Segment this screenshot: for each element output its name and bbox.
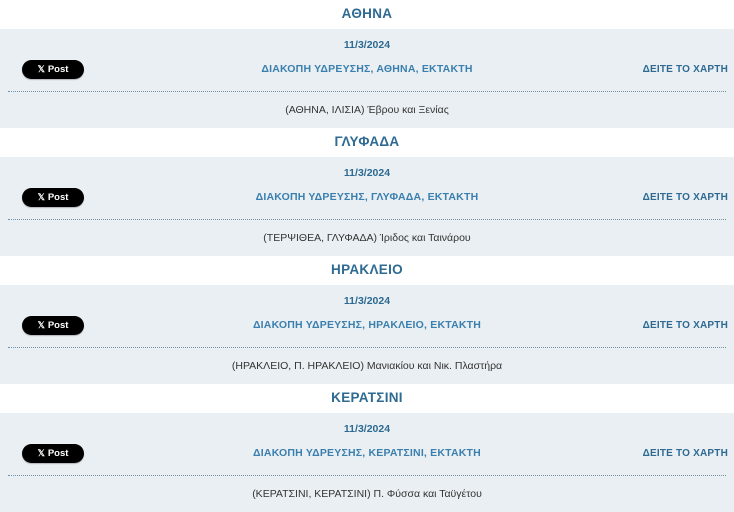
city-heading-row [0, 128, 734, 157]
view-map-link[interactable]: ΔΕΙΤΕ ΤΟ ΧΑΡΤΗ [642, 64, 728, 75]
outage-title-link[interactable]: ΔΙΑΚΟΠΗ ΥΔΡΕΥΣΗΣ, ΑΘΗΝΑ, ΕΚΤΑΚΤΗ [261, 63, 473, 75]
x-post-label: Post [47, 64, 69, 75]
outage-card [0, 29, 734, 128]
outage-main-row [0, 441, 734, 475]
outage-main-row [0, 313, 734, 347]
view-map-link[interactable]: ΔΕΙΤΕ ΤΟ ΧΑΡΤΗ [642, 320, 728, 331]
outage-address: (ΑΘΗΝΑ, ΙΛΙΣΙΑ) Έβρου και Ξενίας [285, 104, 449, 116]
date-row [0, 157, 734, 185]
date-row [0, 285, 734, 313]
outage-section [0, 256, 734, 384]
x-logo-icon: 𝕏 [37, 320, 45, 330]
city-heading-row [0, 256, 734, 285]
outage-date: 11/3/2024 [343, 295, 391, 307]
x-logo-icon: 𝕏 [37, 192, 45, 202]
view-map-link[interactable]: ΔΕΙΤΕ ΤΟ ΧΑΡΤΗ [642, 448, 728, 459]
x-logo-icon: 𝕏 [37, 448, 45, 458]
outage-section [0, 384, 734, 512]
outage-date: 11/3/2024 [343, 39, 391, 51]
outage-card [0, 285, 734, 384]
outage-card [0, 157, 734, 256]
x-post-label: Post [47, 448, 69, 459]
outage-main-row [0, 185, 734, 219]
outage-date: 11/3/2024 [343, 167, 391, 179]
city-title: ΗΡΑΚΛΕΙΟ [331, 262, 403, 277]
outage-title-link[interactable]: ΔΙΑΚΟΠΗ ΥΔΡΕΥΣΗΣ, ΚΕΡΑΤΣΙΝΙ, ΕΚΤΑΚΤΗ [253, 447, 481, 459]
outage-card [0, 413, 734, 512]
address-row [0, 476, 734, 512]
city-title: ΓΛΥΦΑΔΑ [334, 134, 400, 149]
city-heading-row [0, 384, 734, 413]
outage-date: 11/3/2024 [343, 423, 391, 435]
city-title: ΑΘΗΝΑ [341, 6, 393, 21]
outage-title-link[interactable]: ΔΙΑΚΟΠΗ ΥΔΡΕΥΣΗΣ, ΗΡΑΚΛΕΙΟ, ΕΚΤΑΚΤΗ [252, 319, 482, 331]
outage-main-row [0, 57, 734, 91]
address-row [0, 92, 734, 128]
x-logo-icon: 𝕏 [37, 64, 45, 74]
outage-section [0, 0, 734, 128]
outage-address: (ΤΕΡΨΙΘΕΑ, ΓΛΥΦΑΔΑ) Ίριδος και Ταινάρου [263, 232, 471, 244]
city-title: ΚΕΡΑΤΣΙΝΙ [331, 390, 403, 405]
x-post-label: Post [47, 192, 69, 203]
outage-address: (ΗΡΑΚΛΕΙΟ, Π. ΗΡΑΚΛΕΙΟ) Μανιακίου και Νικ. Πλαστήρα [231, 360, 503, 372]
city-heading-row [0, 0, 734, 29]
outage-section [0, 128, 734, 256]
date-row [0, 413, 734, 441]
outage-address: (ΚΕΡΑΤΣΙΝΙ, ΚΕΡΑΤΣΙΝΙ) Π. Φύσσα και Ταϋγέτου [252, 488, 482, 500]
outage-title-link[interactable]: ΔΙΑΚΟΠΗ ΥΔΡΕΥΣΗΣ, ΓΛΥΦΑΔΑ, ΕΚΤΑΚΤΗ [255, 191, 479, 203]
address-row [0, 220, 734, 256]
address-row [0, 348, 734, 384]
date-row [0, 29, 734, 57]
view-map-link[interactable]: ΔΕΙΤΕ ΤΟ ΧΑΡΤΗ [642, 192, 728, 203]
x-post-label: Post [47, 320, 69, 331]
